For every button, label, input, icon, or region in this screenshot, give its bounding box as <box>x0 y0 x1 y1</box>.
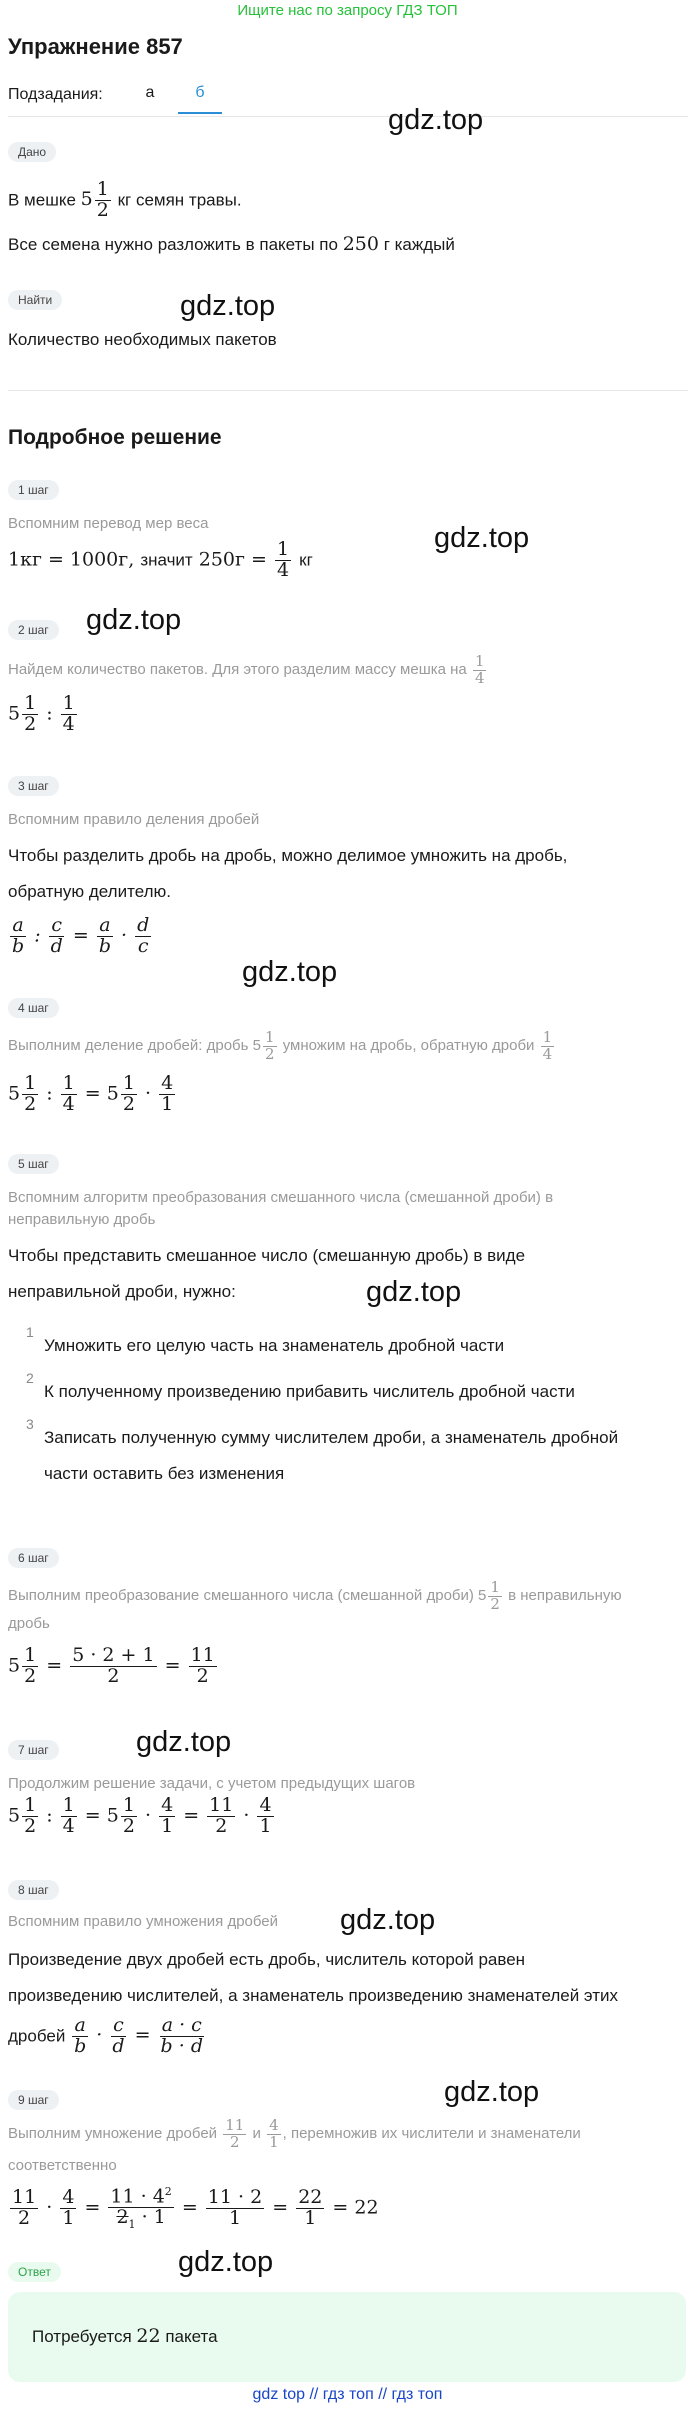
page-title: Упражнение 857 <box>8 34 183 59</box>
subtasks-label: Подзадания: <box>8 86 103 103</box>
step-chip: 3 шаг <box>8 776 59 796</box>
watermark: gdz.top <box>434 522 530 554</box>
watermark: gdz.top <box>180 290 276 322</box>
rule-text-3: дробей $\frac{a}{b}$ · $\frac{c}{d}$ = $\frac{a \cdot c}{b \cdot d}$ <box>8 2014 203 2057</box>
search-banner[interactable]: Ищите нас по запросу ГДЗ ТОП <box>237 2 458 19</box>
step-chip: 1 шаг <box>8 480 59 500</box>
step3-formula: $\frac{a}{b}$ : $\frac{c}{d}$ = $\frac{a}{b}$ · $\frac{d}{c}$ <box>12 914 150 957</box>
step-note: Вспомним перевод мер веса <box>8 515 209 532</box>
list-item: 2 <box>26 1370 34 1386</box>
step-chip: 8 шаг <box>8 1880 59 1900</box>
step-note: Выполним преобразование смешанного числа (смешанной дроби) 5 $\frac{1}{2}$ в неправильную <box>8 1578 622 1613</box>
answer-chip: Ответ <box>8 2262 61 2282</box>
watermark: gdz.top <box>242 956 338 988</box>
step-chip: 6 шаг <box>8 1548 59 1568</box>
step9-formula: $\frac{11}{2}$ · $\frac{4}{1}$ = $\frac{11 \cdot 4^2}{2_1 \cdot 1}$ = $\frac{11 \cdot 2}{1}$ = $\frac{22}{1}$ = 22 <box>12 2185 379 2232</box>
rule-text-1: Чтобы разделить дробь на дробь, можно делимое умножить на дробь, <box>8 846 568 865</box>
find-chip: Найти <box>8 290 62 310</box>
footer-links[interactable]: gdz top // гдз топ // гдз топ <box>252 2386 443 2403</box>
list-item: 3 <box>26 1416 34 1432</box>
step-note: соответственно <box>8 2157 117 2174</box>
rule-text-1: Произведение двух дробей есть дробь, числитель которой равен <box>8 1950 526 1969</box>
step7-formula: 5 $\frac{1}{2}$ : $\frac{1}{4}$ = 5 $\frac{1}{2}$ · $\frac{4}{1}$ = $\frac{11}{2}$ · $\frac{4}{1}$ <box>8 1794 272 1837</box>
watermark: gdz.top <box>136 1726 232 1758</box>
step-chip: 4 шаг <box>8 998 59 1018</box>
step-note: Вспомним правило умножения дробей <box>8 1913 279 1930</box>
rule-text-2: неправильной дроби, нужно: <box>8 1282 236 1301</box>
list-item: 1 <box>26 1324 34 1340</box>
answer-text: Потребуется 22 пакета <box>32 2325 218 2347</box>
given-chip: Дано <box>8 142 56 162</box>
tab-b[interactable]: б <box>178 84 222 114</box>
rule-text-1: Чтобы представить смешанное число (смешанную дробь) в виде <box>8 1246 526 1265</box>
watermark: gdz.top <box>340 1904 436 1936</box>
step-chip: 2 шаг <box>8 620 59 640</box>
step-chip: 5 шаг <box>8 1154 59 1174</box>
watermark: gdz.top <box>86 604 182 636</box>
list-item-text: К полученному произведению прибавить числитель дробной части <box>44 1382 575 1401</box>
watermark: gdz.top <box>388 104 484 136</box>
watermark: gdz.top <box>178 2246 274 2278</box>
tab-a[interactable]: а <box>145 84 155 101</box>
rule-text-2: произведению числителей, а знаменатель произведению знаменателей этих <box>8 1986 619 2005</box>
list-item-text: части оставить без изменения <box>44 1464 285 1483</box>
step-note: Вспомним алгоритм преобразования смешанного числа (смешанной дроби) в <box>8 1189 554 1206</box>
find-text: Количество необходимых пакетов <box>8 330 277 349</box>
given-line-2: Все семена нужно разложить в пакеты по 250 г каждый <box>8 233 455 255</box>
step-note: Найдем количество пакетов. Для этого разделим массу мешка на $\frac{1}{4}$ <box>8 652 485 687</box>
step-chip: 7 шаг <box>8 1740 59 1760</box>
step-note: Продолжим решение задачи, с учетом предыдущих шагов <box>8 1775 416 1792</box>
step-chip: 9 шаг <box>8 2090 59 2110</box>
list-item-text: Записать полученную сумму числителем дроби, а знаменатель дробной <box>44 1428 619 1447</box>
step2-formula: 5 $\frac{1}{2}$ : $\frac{1}{4}$ <box>8 692 75 735</box>
step6-formula: 5 $\frac{1}{2}$ = $\frac{5 \cdot 2 + 1}{2}$ = $\frac{11}{2}$ <box>8 1644 215 1687</box>
step-note: дробь <box>8 1615 50 1632</box>
step4-formula: 5 $\frac{1}{2}$ : $\frac{1}{4}$ = 5 $\frac{1}{2}$ · $\frac{4}{1}$ <box>8 1072 174 1115</box>
watermark: gdz.top <box>444 2076 540 2108</box>
step-note: неправильную дробь <box>8 1211 156 1228</box>
step-note: Выполним умножение дробей $\frac{11}{2}$ и $\frac{4}{1}$ , перемножив их числители и знаменатели <box>8 2116 581 2151</box>
step-note: Вспомним правило деления дробей <box>8 811 260 828</box>
rule-text-2: обратную делителю. <box>8 882 171 901</box>
step1-formula: 1кг = 1000г, значит 250г = $\frac{1}{4}$ кг <box>8 538 313 581</box>
solution-title: Подробное решение <box>8 426 222 449</box>
given-line-1: В мешке 5 $\frac{1}{2}$ кг семян травы. <box>8 178 242 221</box>
divider <box>8 390 688 391</box>
watermark: gdz.top <box>366 1276 462 1308</box>
list-item-text: Умножить его целую часть на знаменатель дробной части <box>44 1336 505 1355</box>
step-note: Выполним деление дробей: дробь 5 $\frac{1}{2}$ умножим на дробь, обратную дроби $\frac{1}{4}$ <box>8 1028 553 1063</box>
divider <box>8 116 688 117</box>
